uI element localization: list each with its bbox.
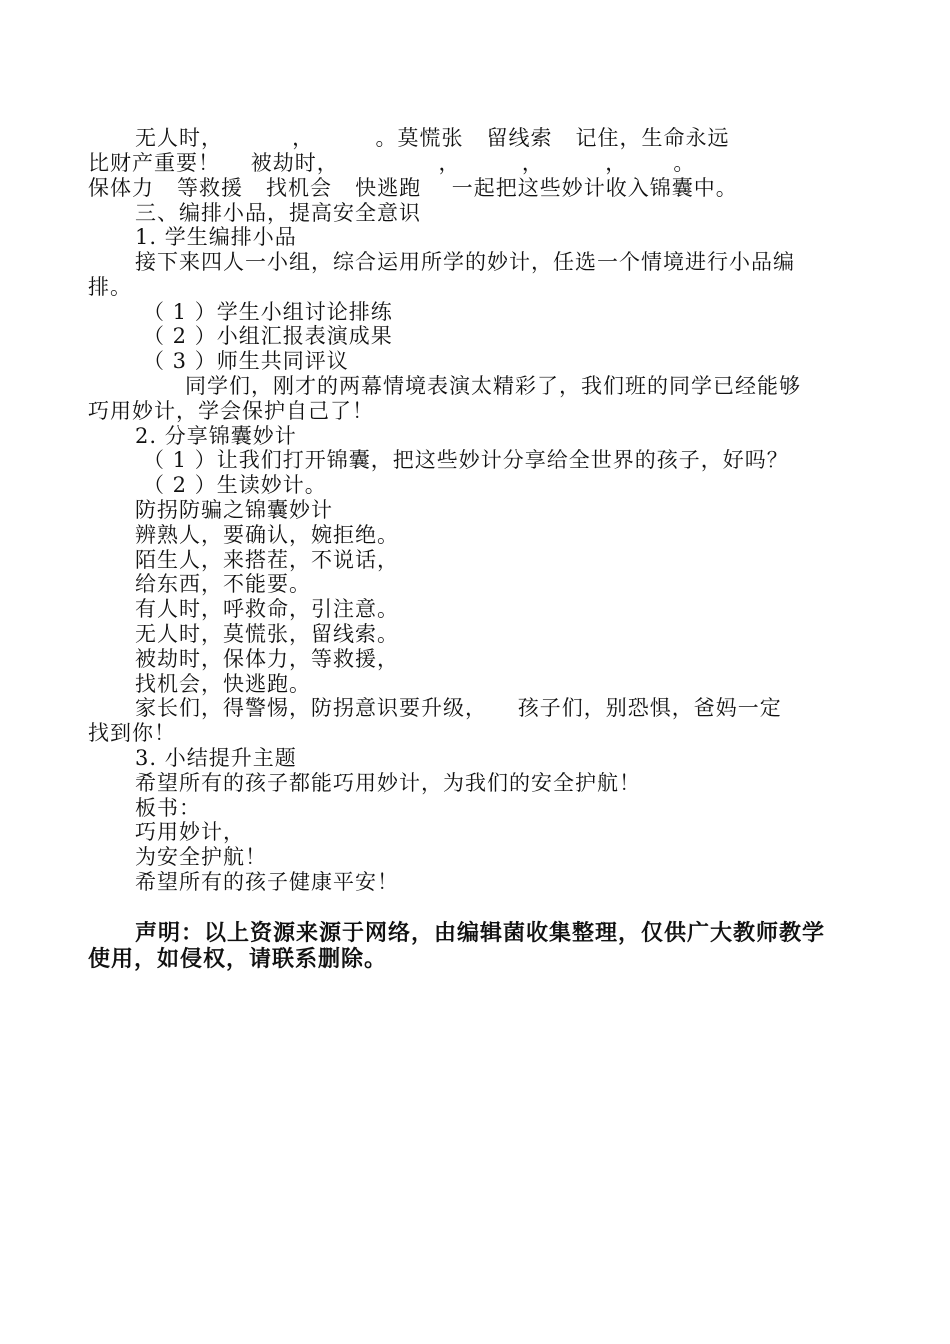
statement-line: 声明：以上资源来源于网络，由编辑菌收集整理，仅供广大教师教学 [135,921,826,946]
text-line: 同学们，刚才的两幕情境表演太精彩了，我们班的同学已经能够 [185,374,801,398]
text-line: 板书： [135,796,201,820]
section-heading: 三、编排小品，提高安全意识 [135,201,421,225]
text-line: 为安全护航！ [135,845,267,869]
text-line: 找到你！ [88,721,176,745]
text-line: 希望所有的孩子健康平安！ [135,870,399,894]
list-item: （ 1 ）学生小组讨论排练 [143,300,393,324]
list-item: （ 1 ）让我们打开锦囊，把这些妙计分享给全世界的孩子，好吗？ [143,448,789,472]
text-line: 辨熟人，要确认，婉拒绝。 [135,523,399,547]
list-item: （ 3 ）师生共同评议 [143,349,349,373]
text-line: 被劫时，保体力，等救援， [135,647,399,671]
text-line: 巧用妙计， [135,820,245,844]
subsection-heading: 2. 分享锦囊妙计 [135,424,297,448]
text-line: 给东西，不能要。 [135,572,311,596]
text-line: 巧用妙计，学会保护自己了！ [88,399,374,423]
text-line: 排。 [88,275,132,299]
text-line: 有人时，呼救命，引注意。 [135,597,399,621]
statement-line: 使用，如侵权，请联系删除。 [88,947,388,972]
subsection-heading: 1. 学生编排小品 [135,225,297,249]
text-line: 保体力 等救援 找机会 快逃跑 一起把这些妙计收入锦囊中。 [88,176,738,200]
text-line: 无人时， ， 。莫慌张 留线索 记住，生命永远 [135,126,730,150]
text-line: 防拐防骗之锦囊妙计 [135,498,333,522]
text-line: 希望所有的孩子都能巧用妙计，为我们的安全护航！ [135,771,641,795]
text-line: 无人时，莫慌张，留线索。 [135,622,399,646]
subsection-heading: 3. 小结提升主题 [135,746,297,770]
text-line: 家长们，得警惕，防拐意识要升级， 孩子们，别恐惧，爸妈一定 [135,696,782,720]
text-line: 找机会，快逃跑。 [135,672,311,696]
text-line: 接下来四人一小组，综合运用所学的妙计，任选一个情境进行小品编 [135,250,795,274]
text-line: 陌生人，来搭茬，不说话， [135,548,399,572]
list-item: （ 2 ）生读妙计。 [143,473,327,497]
list-item: （ 2 ）小组汇报表演成果 [143,324,393,348]
text-line: 比财产重要！ 被劫时， ， ， ， 。 [88,151,696,175]
